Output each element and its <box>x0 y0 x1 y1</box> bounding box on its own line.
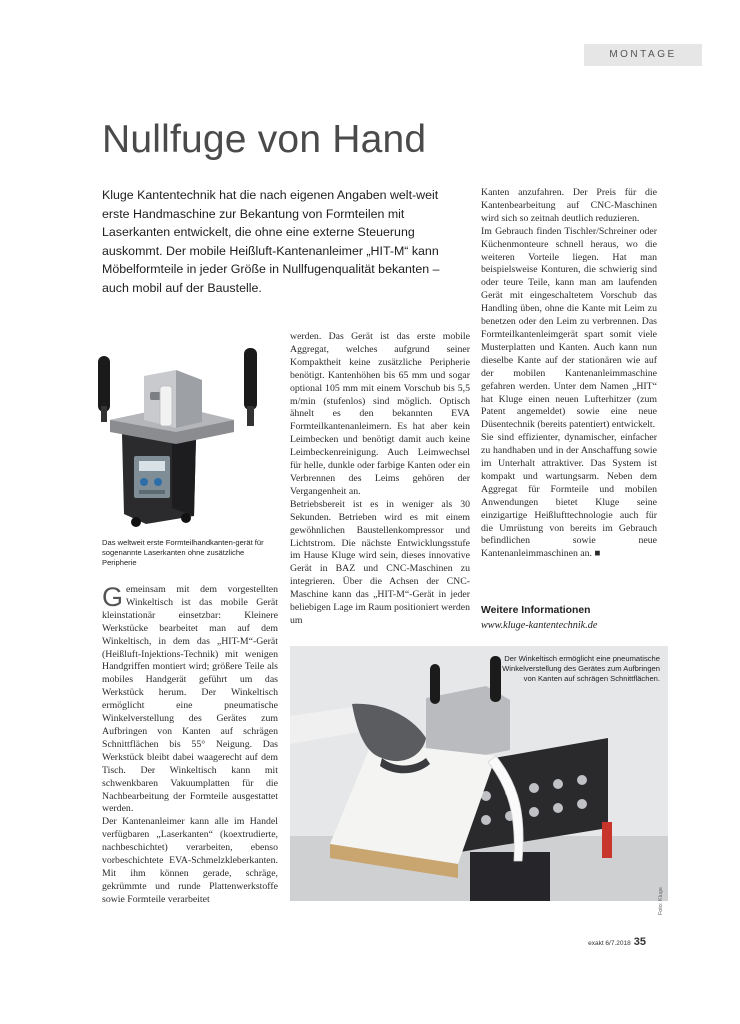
drop-cap: G <box>102 582 124 612</box>
page-number: 35 <box>633 936 646 948</box>
column-1-paragraph-1: emeinsam mit dem vorgestellten Winkeltisch ist das mobile Gerät kleinstationär einsetzbar: Kleinere Werkstücke bearbeitet man auf dem Winkeltisch, in dem das „HIT-M“-Gerät (Heißluft-Injektions-Technik) mit wenigen Handgriffen montiert wird; größere Teile als mobiles Handgerät geführt um das Werkstück herum. Der Winkeltisch ermöglicht eine pneumatische Winkelverstellung des Gerätes zum Aufbringen von Kanten auf schrägen Schnittflächen bis 55° Neigung. Das Werkstück bleibt dabei waagerecht auf dem Tisch. Der Winkeltisch kann mit schwenkbaren Vakuumplatten für die Nachbearbeitung der Formteile ausgestattet werden. <box>102 584 278 815</box>
angle-table-photo <box>290 646 668 916</box>
more-info-heading: Weitere Informationen <box>481 605 591 616</box>
angle-table-caption: Der Winkeltisch ermöglicht eine pneumatische Winkelverstellung des Gerätes zum Aufbringen von Kanten auf schrägen Schnittflächen. <box>502 654 660 683</box>
column-1-paragraph-2: Der Kantenanleimer kann alle im Handel verfügbaren „Laserkanten“ (koextrudierte, nachbeschichtet) verarbeiten, ebenso vorbeschichtete EVA-Schmelzkleberkanten. Mit ihm können gerade, schräge, gekrümmte und runde Plattenwerkstoffe sowie Formteile verarbeitet <box>102 816 278 905</box>
column-2-paragraph-1: werden. Das Gerät ist das erste mobile Aggregat, welches aufgrund seiner Kompaktheit keine zusätzliche Peripherie benötigt. Kantenhöhen bis 65 mm und sogar optional 105 mm mit einem Vorschub bis 5,5 m/min (stufenlos) sind möglich. Optisch ähnelt es den bekannten EVA Formteilkantenanleimern. Es hat aber kein Leimbecken und benötigt damit auch keine Leimbeckenreinigung. Auch Leimwechsel für helle, dunkle oder farbige Kanten oder ein Verbrennen des Leims gehören der Vergangenheit an. <box>290 331 470 497</box>
article-lead: Kluge Kantentechnik hat die nach eigenen Angaben welt-weit erste Handmaschine zur Bekantung von Formteilen mit Laserkanten entwickelt, die ohne eine externe Steuerung auskommt. Der mobile Heißluft-Kantenanleimer „HIT-M“ kann Möbelformteile in jeder Größe in Nullfugenqualität bekanten – auch mobil auf der Baustelle. <box>102 188 440 295</box>
column-3-paragraph-3: Sie sind effizienter, dynamischer, einfacher zu handhaben und in der Anschaffung sowie im Unterhalt attraktiver. Das System ist kompakt und wartungsarm. Neben dem Aggregat für Formteile und mobilen Anwendungen bietet Kluge seine einzigartige Heißlufttechnologie auch für die Umrüstung von bereits im Gebrauch befindlichen sowie neue Kantenanleimmaschinen an. ■ <box>481 432 657 560</box>
issue-label: exakt 6/7.2018 <box>588 940 631 947</box>
photo-credit: Foto: Kluge <box>658 887 664 916</box>
column-3-paragraph-1: Kanten anzufahren. Der Preis für die Kantenbearbeitung auf CNC-Maschinen wird sich so zeitnah deutlich reduzieren. <box>481 187 657 224</box>
angle-table-illustration <box>290 646 668 901</box>
column-2-paragraph-2: Betriebsbereit ist es in weniger als 30 Sekunden. Betrieben wird es mit einem gewöhnlichen Baustellenkompressor und Lichtstrom. Die nächste Entwicklungsstufe im Hause Kluge wird sein, dieses innovative Gerät in BAZ und CNC-Maschinen zu integrieren. Über die Achsen der CNC-Maschine kann das „HIT-M“-Gerät in jeder beliebigen Lage im Raum positioniert werden um <box>290 498 470 626</box>
page-footer <box>588 932 646 950</box>
section-label: MONTAGE <box>584 44 702 66</box>
column-3-paragraph-2: Im Gebrauch finden Tischler/Schreiner oder Küchenmonteure schnell heraus, wo die weiteren Vorteile liegen. Hat man beispielsweise Konturen, die schwierig sind oder teure Teile, kann man am laufenden Gerät mit eingeschaltetem Vorschub das Handling üben, ohne die Kante mit Leim zu benetzen oder den Leim zu verbrennen. Das Formteilkantenleimgerät spart somit viele Musterplatten und Kanten. Auch kann nun dieselbe Kante auf der stationären wie auf der mobilen Kantenanleimmaschine gefahren werden. Unter dem Namen „HIT“ hat Kluge einen neuen Lufterhitzer (zum Patent angemeldet) sowie eine neue Düsentechnik (bereits patentiert) entwickelt. <box>481 225 657 431</box>
device-photo-caption: Das weltweit erste Formteilhandkanten-gerät für sogenannte Laserkanten ohne zusätzliche Peripherie <box>102 538 264 567</box>
article-column-1 <box>102 584 278 907</box>
article-headline: Nullfuge von Hand <box>102 118 427 161</box>
edgebander-device-photo <box>84 336 272 532</box>
article-column-3 <box>481 187 657 561</box>
more-info-link[interactable]: www.kluge-kantentechnik.de <box>481 620 598 631</box>
article-column-2 <box>290 331 470 628</box>
